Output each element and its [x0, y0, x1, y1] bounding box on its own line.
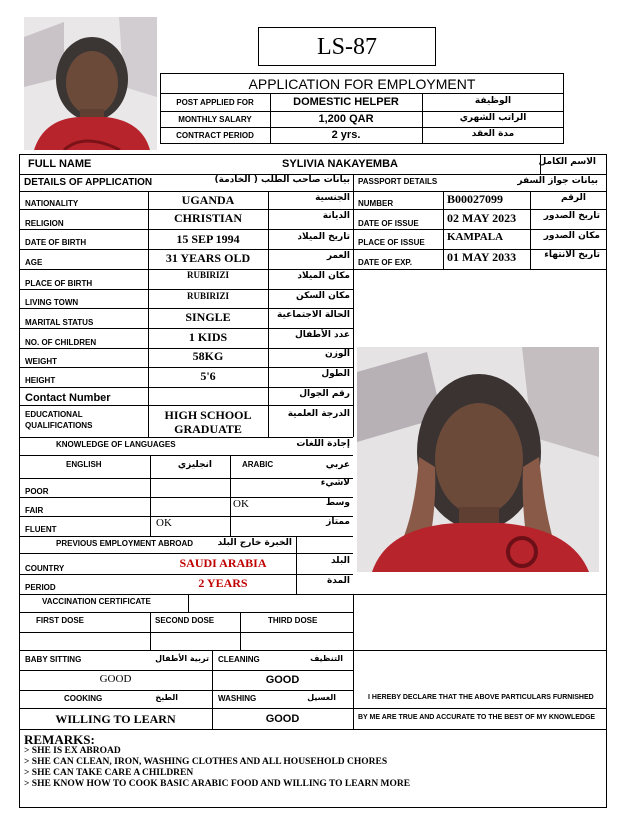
cleaning-label: CLEANING — [218, 655, 260, 664]
baby-sitting-ar: تربية الأطفال — [155, 654, 209, 663]
religion-value: CHRISTIAN — [173, 211, 242, 225]
passport-number-value: B00027099 — [447, 192, 504, 206]
arabic-fair-value: OK — [233, 498, 249, 510]
post-value: DOMESTIC HELPER — [293, 96, 399, 108]
languages-label: KNOWLEDGE OF LANGUAGES — [56, 440, 176, 449]
details-of-application-label: DETAILS OF APPLICATION — [24, 177, 153, 188]
marital-label: MARITAL STATUS — [25, 318, 94, 327]
full-name-label: FULL NAME — [28, 158, 92, 170]
expiry-label-ar: تاريخ الانتهاء — [544, 250, 600, 260]
religion-label: RELIGION — [25, 219, 64, 228]
cooking-label: COOKING — [64, 694, 103, 703]
issue-date-label: DATE OF ISSUE — [358, 219, 419, 228]
salary-value: 1,200 QAR — [318, 113, 374, 125]
salary-label: MONTHLY SALARY — [178, 115, 252, 124]
list-item: > SHE IS EX ABROAD — [24, 746, 121, 756]
level-fluent-label: FLUENT — [25, 525, 57, 534]
lang-english-ar: انجليزي — [177, 460, 212, 470]
age-label-ar: العمر — [326, 251, 350, 261]
washing-label: WASHING — [218, 694, 257, 703]
cleaning-ar: التنظيف — [310, 654, 343, 663]
place-of-birth-value: RUBIRIZI — [186, 270, 229, 280]
level-poor-label: POOR — [25, 487, 49, 496]
passport-number-label-ar: الرقم — [560, 193, 586, 203]
remarks-list — [24, 746, 594, 790]
lang-arabic-label: ARABIC — [242, 460, 274, 469]
third-dose-label: THIRD DOSE — [268, 616, 318, 625]
first-dose-label: FIRST DOSE — [36, 616, 85, 625]
issue-place-value: KAMPALA — [447, 231, 504, 243]
contract-label-ar: مدة العقد — [471, 129, 515, 139]
period-label: PERIOD — [25, 583, 56, 592]
list-item: > SHE CAN TAKE CARE A CHILDREN — [24, 768, 194, 778]
marital-value: SINGLE — [185, 310, 231, 324]
list-item: > SHE CAN CLEAN, IRON, WASHING CLOTHES AND ALL HOUSEHOLD CHORES — [24, 757, 388, 767]
marital-label-ar: الحالة الاجتماعية — [277, 310, 350, 320]
country-label: COUNTRY — [25, 564, 65, 573]
expiry-label: DATE OF EXP. — [358, 258, 412, 267]
salary-label-ar: الراتب الشهري — [459, 113, 527, 123]
lang-arabic-ar: عربي — [325, 460, 350, 470]
remarks-title: REMARKS: — [24, 732, 95, 747]
dob-label-ar: تاريخ الميلاد — [297, 232, 350, 242]
full-name-label-ar: الاسم الكامل — [538, 157, 596, 167]
place-of-birth-label-ar: مكان الميلاد — [297, 271, 350, 281]
english-fluent-value: OK — [156, 517, 172, 529]
children-value: 1 KIDS — [188, 330, 228, 344]
washing-ar: الغسيل — [307, 693, 336, 702]
previous-employment-label: PREVIOUS EMPLOYMENT ABROAD — [56, 539, 194, 548]
cleaning-value: GOOD — [265, 674, 300, 686]
level-fair-label: FAIR — [25, 506, 44, 515]
details-of-application-ar: بيانات صاحب الطلب ( الخادمة) — [214, 175, 350, 185]
weight-value: 58KG — [192, 349, 224, 363]
children-label-ar: عدد الأطفال — [294, 330, 350, 340]
issue-date-value: 02 MAY 2023 — [447, 211, 517, 225]
full-name-value: SYLIVIA NAKAYEMBA — [282, 158, 398, 170]
dob-label: DATE OF BIRTH — [25, 238, 87, 247]
level-fluent-ar: ممتاز — [326, 517, 350, 527]
expiry-value: 01 MAY 2033 — [447, 250, 517, 264]
list-item: > SHE KNOW HOW TO COOK BASIC ARABIC FOOD AND WILLING TO LEARN MORE — [24, 779, 411, 789]
place-of-birth-label: PLACE OF BIRTH — [25, 279, 93, 288]
period-label-ar: المدة — [326, 576, 350, 586]
children-label: NO. OF CHILDREN — [25, 338, 97, 347]
religion-label-ar: الديانة — [322, 211, 350, 221]
cooking-ar: الطبخ — [155, 693, 178, 702]
lang-english-label: ENGLISH — [66, 460, 102, 469]
portrait-image — [24, 17, 157, 150]
contact-label-ar: رقم الجوال — [299, 389, 350, 399]
cooking-value: WILLING TO LEARN — [55, 712, 176, 726]
second-dose-label: SECOND DOSE — [155, 616, 215, 625]
height-value: 5'6 — [200, 369, 216, 383]
country-label-ar: البلد — [330, 556, 350, 566]
contract-value: 2 yrs. — [331, 129, 361, 141]
period-value: 2 YEARS — [198, 576, 248, 590]
applicant-photo-small — [24, 17, 157, 150]
washing-value: GOOD — [265, 713, 300, 725]
post-label: POST APPLIED FOR — [176, 98, 254, 107]
issue-date-label-ar: تاريخ الصدور — [543, 211, 600, 221]
baby-sitting-value: GOOD — [99, 673, 132, 685]
contract-label: CONTRACT PERIOD — [176, 131, 254, 140]
living-town-label-ar: مكان السكن — [296, 291, 350, 301]
weight-label: WEIGHT — [25, 357, 57, 366]
nationality-value: UGANDA — [181, 193, 235, 207]
previous-employment-ar: الخبرة خارج البلد — [217, 538, 292, 548]
education-label: EDUCATIONAL QUALIFICATIONS — [25, 410, 93, 430]
age-label: AGE — [25, 258, 43, 267]
education-label-ar: الدرجة العلمية — [287, 409, 350, 419]
form-title: APPLICATION FOR EMPLOYMENT — [248, 76, 476, 92]
vaccination-label: VACCINATION CERTIFICATE — [42, 597, 151, 606]
education-value: HIGH SCHOOL GRADUATE — [164, 408, 252, 436]
contact-label: Contact Number — [25, 392, 111, 404]
nationality-label: NATIONALITY — [25, 199, 79, 208]
issue-place-label-ar: مكان الصدور — [543, 231, 600, 241]
passport-details-ar: بيانات جواز السفر — [517, 176, 598, 186]
issue-place-label: PLACE OF ISSUE — [358, 238, 425, 247]
baby-sitting-label: BABY SITTING — [25, 655, 82, 664]
level-poor-ar: لاشيء — [320, 478, 350, 488]
height-label: HEIGHT — [25, 376, 56, 385]
living-town-value: RUBIRIZI — [186, 291, 229, 301]
country-value: SAUDI ARABIA — [179, 556, 267, 570]
passport-details-label: PASSPORT DETAILS — [358, 177, 438, 186]
weight-label-ar: الوزن — [325, 349, 350, 359]
declaration-line-1: I HEREBY DECLARE THAT THE ABOVE PARTICULARS FURNISHED — [368, 694, 594, 701]
passport-number-label: NUMBER — [358, 199, 394, 208]
post-label-ar: الوظيفة — [474, 96, 512, 106]
height-label-ar: الطول — [321, 369, 350, 379]
age-value: 31 YEARS OLD — [165, 251, 251, 265]
languages-label-ar: إجادة اللغات — [296, 439, 350, 449]
declaration-line-2: BY ME ARE TRUE AND ACCURATE TO THE BEST OF MY KNOWLEDGE — [358, 714, 596, 721]
main-form — [19, 154, 607, 808]
level-fair-ar: وسط — [325, 498, 350, 508]
dob-value: 15 SEP 1994 — [176, 232, 240, 246]
nationality-label-ar: الجنسية — [315, 193, 350, 203]
living-town-label: LIVING TOWN — [25, 298, 79, 307]
reference-code: LS-87 — [317, 34, 377, 60]
